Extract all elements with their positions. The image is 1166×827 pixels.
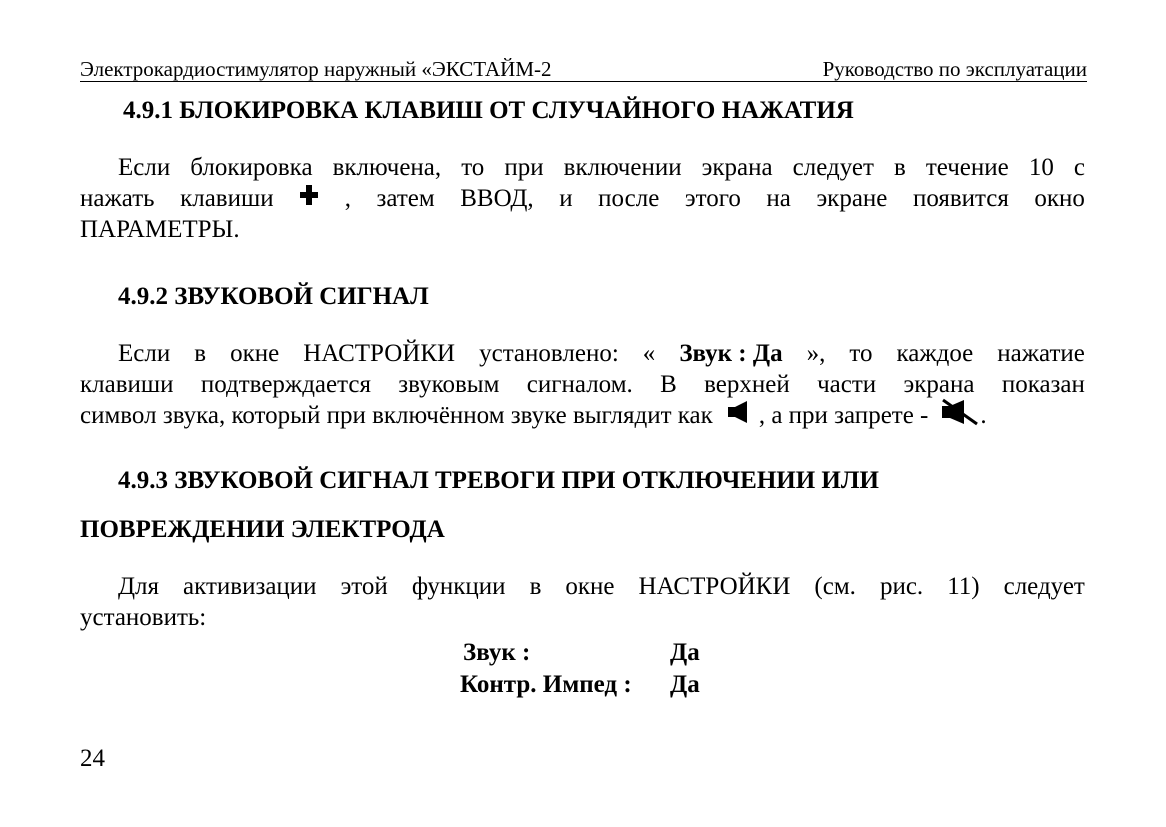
word: при <box>504 154 544 181</box>
word: активизации <box>183 573 317 600</box>
paragraph-line <box>80 214 1085 245</box>
word: в <box>194 340 207 367</box>
word: на <box>766 185 791 212</box>
header-device-title: Электрокардиостимулятор наружный «ЭКСТАЙМ-2 <box>80 57 552 81</box>
paragraph-line <box>80 602 1085 633</box>
word: течение <box>925 154 1009 181</box>
setting-key: Звук : <box>463 639 531 666</box>
word: затем <box>376 185 435 212</box>
word: символ звука, который при включённом звуке выглядит как <box>80 402 713 429</box>
paragraph-sound <box>80 338 1085 431</box>
word: блокировка <box>190 154 313 181</box>
word: установлено: <box>479 340 619 367</box>
word: показан <box>1001 371 1085 398</box>
word: нажать <box>80 185 155 212</box>
setting-value: Да <box>670 671 700 698</box>
word: Для <box>118 573 160 600</box>
word: включении <box>563 154 682 181</box>
word: НАСТРОЙКИ <box>303 340 456 367</box>
paragraph-line <box>80 152 1085 183</box>
word: появится <box>912 185 1009 212</box>
word: каждое <box>896 340 974 367</box>
word: , а при запрете - <box>758 402 929 429</box>
word: окно <box>1034 185 1085 212</box>
word: после <box>598 185 660 212</box>
word: в <box>893 154 906 181</box>
paragraph-line <box>80 338 1085 369</box>
word: . <box>980 402 987 429</box>
word: », <box>806 340 826 367</box>
word: ВВОД, <box>460 185 534 212</box>
word: клавиши <box>180 185 274 212</box>
speaker-icon <box>727 400 755 432</box>
speaker-muted-icon <box>940 398 980 434</box>
page-number: 24 <box>80 745 105 772</box>
section-heading-sound: 4.9.2 ЗВУКОВОЙ СИГНАЛ <box>118 283 429 310</box>
setting-key: Контр. Импед : <box>460 671 632 698</box>
word: НАСТРОЙКИ <box>638 573 791 600</box>
word: окне <box>565 573 615 600</box>
word: следует <box>1003 573 1085 600</box>
paragraph-line <box>80 183 1085 214</box>
word: клавиши <box>80 371 174 398</box>
word: то <box>461 154 485 181</box>
word: в <box>529 573 542 600</box>
word: « <box>642 340 656 367</box>
section-heading-alarm-cont: ПОВРЕЖДЕНИИ ЭЛЕКТРОДА <box>80 516 445 543</box>
setting-value: Да <box>670 639 700 666</box>
settings-list <box>460 637 700 701</box>
word: 10 <box>1028 154 1054 181</box>
settings-row-impedance <box>460 669 700 701</box>
section-heading-key-lock: 4.9.1 БЛОКИРОВКА КЛАВИШ ОТ СЛУЧАЙНОГО НАЖАТИЯ <box>123 97 854 124</box>
paragraph-alarm <box>80 571 1085 633</box>
word: верхней <box>704 371 790 398</box>
word: и <box>559 185 573 212</box>
word: 11) <box>947 573 980 600</box>
paragraph-key-lock <box>80 152 1085 245</box>
word: функции <box>411 573 506 600</box>
word: части <box>817 371 877 398</box>
word: В <box>660 371 677 398</box>
word: (см. <box>814 573 856 600</box>
settings-row-sound <box>460 637 700 669</box>
word: экране <box>816 185 888 212</box>
word: следует <box>792 154 874 181</box>
word: Если <box>118 154 171 181</box>
paragraph-line <box>80 400 1085 431</box>
word: с <box>1073 154 1085 181</box>
word: нажатие <box>997 340 1085 367</box>
word: подтверждается <box>200 371 371 398</box>
word: окне <box>230 340 280 367</box>
word: сигналом. <box>526 371 633 398</box>
word: ПАРАМЕТРЫ. <box>80 216 240 243</box>
section-heading-alarm: 4.9.3 ЗВУКОВОЙ СИГНАЛ ТРЕВОГИ ПРИ ОТКЛЮЧЕНИИ ИЛИ <box>118 467 879 494</box>
word: этой <box>340 573 388 600</box>
page-header <box>80 58 1087 82</box>
word: то <box>849 340 873 367</box>
word: установить: <box>80 604 207 631</box>
paragraph-line <box>80 571 1085 602</box>
plus-key-icon <box>299 183 319 214</box>
word: , <box>344 185 351 212</box>
word: звуковым <box>398 371 500 398</box>
sound-setting-value: Звук : Да <box>679 340 783 367</box>
word: этого <box>684 185 741 212</box>
word: включена, <box>332 154 442 181</box>
paragraph-line <box>80 369 1085 400</box>
header-manual-title: Руководство по эксплуатации <box>822 57 1087 81</box>
word: Если <box>118 340 171 367</box>
word: экрана <box>903 371 975 398</box>
word: экрана <box>701 154 773 181</box>
word: рис. <box>879 573 924 600</box>
